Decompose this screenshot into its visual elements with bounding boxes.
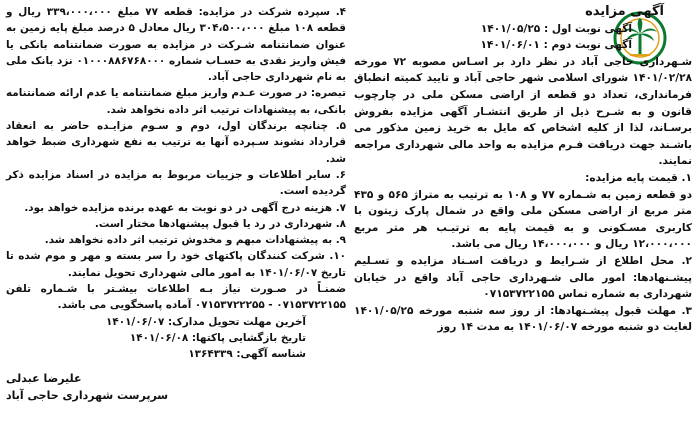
signature-block	[6, 370, 346, 404]
item-land-plots: دو قطعه زمین به شـماره ۷۷ و ۱۰۸ به ترتیب به متراژ ۵۶۵ و ۴۳۵ متر مربع از اراضی مسکن ملی واقع در شمال پارک زیتون با کاربری مسـکونی و به قیمت پایه به ترتیـب هر متر مربع ۱۲،۰۰۰،۰۰۰ ریال و ۱۴،۰۰۰،۰۰۰ ریال می باشد.	[354, 188, 693, 251]
signer-role: سرپرست شهرداری حاجی آباد	[6, 389, 169, 402]
item-contact: ضمنـاً در صـورت نیاز بـه اطلاعات بیشـتر با شـماره تلفن ۰۷۱۵۳۷۲۲۱۵۵ - ۰۷۱۵۳۷۲۲۲۵۵ آماده پاسخگویی می باشد.	[6, 283, 346, 312]
item-sealed-envelopes: ۱۰. شرکت کنندگان پاکتهای خود را سر بسته و مهر و موم شده تا تاریخ ۱۴۰۱/۰۶/۰۷ به امور مالی شهرداری تحویل نمایند.	[6, 250, 346, 279]
item-ambiguous: ۹. به پیشنهادات مبهم و مخدوش ترتیب اثر داده نخواهد شد.	[44, 234, 346, 247]
notice-left-column	[6, 4, 346, 363]
item-other-info: ۶. سایر اطلاعات و جزییات مربوط به مزایده در اسناد مزایده ذکر گردیده است.	[6, 168, 346, 198]
item-ad-cost: ۷. هزینه درج آگهی در دو نوبت به عهده برنده مزایده خواهد بود.	[24, 201, 346, 214]
first-round-date: آگهی نوبت اول : ۱۴۰۱/۰۵/۲۵	[480, 22, 632, 35]
delivery-deadline: آخرین مهلت تحویل مدارک: ۱۴۰۱/۰۶/۰۷	[106, 315, 306, 328]
notice-title: آگهی مزایده	[585, 4, 664, 19]
item-deposit: ۴. سپرده شرکت در مزایده: قطعه ۷۷ مبلغ ۳۳۹،۰۰۰،۰۰۰ ریال و قطعه ۱۰۸ مبلغ ۳۰۴،۵۰۰،۰۰۰ ریال معادل ۵ درصد مبلغ پایه زمین به عنوان ضمانتنامه شـرکت در مزایده به صورت ضمانتنامه بانکی یا فیش واریز نقدی به حسـاب شماره ۰۱۰۰۰۸۸۶۷۶۸۰۰۰ نزد بانک ملی به نام شهرداری حاجی آباد.	[6, 6, 346, 84]
ad-id: شناسه آگهی: ۱۳۶۴۳۳۹	[188, 348, 306, 361]
signer-name: علیرضا عبدلی	[6, 372, 82, 385]
item-documents-location: ۲. محل اطلاع از شـرایط و دریافت اسـناد مزایده و تسـلیم پیشـنهادها: امور مالی شـهرداری حاجی آباد واقع در خیابان شهرداری به شماره تماس ۰۷۱۵۳۷۲۲۱۵۵	[354, 254, 692, 301]
item-base-price-heading: ۱. قیمت پایه مزایده:	[585, 171, 692, 184]
item-bid-deadline: ۳. مهلت قبول پیشـنهادها: از روز سه شنبه مورخه ۱۴۰۱/۰۵/۲۵ لغایت دو شنبه مورخه ۱۴۰۱/۰۶/۰۷ به مدت ۱۴ روز	[354, 304, 692, 334]
notice-right-column	[354, 4, 692, 336]
item-accept-reject: ۸. شهرداری در رد یا قبول پیشنهادها مختار است.	[94, 217, 346, 230]
item-note: تبصره: در صورت عـدم واریز مبلغ ضمانتنامه یا عدم ارائه ضمانتنامه بانکی، به پیشنهادات ترتیب اثر داده نخواهد شد.	[6, 87, 346, 116]
notice-intro: شـهرداری حاجی آباد در نظر دارد بر اسـاس مصوبه ۷۲ مورخه ۱۴۰۱/۰۲/۲۸ شورای اسلامی شهر حاجی آباد و تایید کمیته انطباق فرمانداری، تعداد دو قطعه از اراضی مسکن ملی در چارچوب قانون و به شـرح ذیل از طریق انتشـار آگهی مزایده بفروش برسـاند، لذا از کلیه اشخاص که مایل به خرید زمین مذکور می باشـند جهت دریافت فـرم مزایده به واحد مالی شهرداری مراجعه نمایند.	[354, 55, 692, 168]
second-round-date: آگهی نوبت دوم : ۱۴۰۱/۰۶/۰۱	[480, 39, 632, 52]
item-winners: ۵. چنانچه برندگان اول، دوم و سـوم مزایـده حاضر به انعقاد قرارداد نشوند سـپرده آنها به ترتیب به نفع شهرداری ضبط خواهد شد.	[6, 120, 346, 165]
opening-date: تاریخ بازگشایی پاکتها: ۱۴۰۱/۰۶/۰۸	[129, 331, 306, 344]
